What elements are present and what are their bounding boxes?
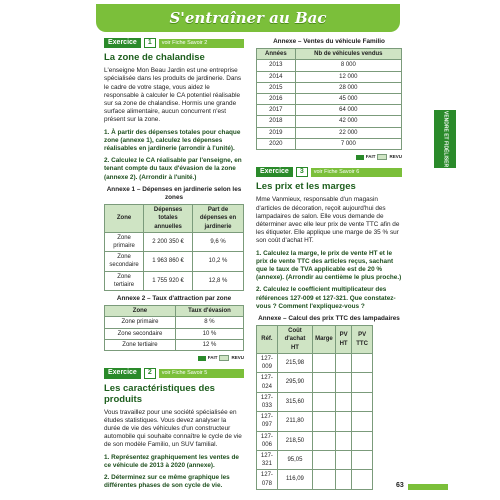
table-header: Coût d'achat HT	[277, 326, 312, 354]
table-cell	[313, 431, 336, 450]
question-1: 1. À partir des dépenses totales pour chaque zone (annexe 1), calculez les dépenses réalisables en jardinerie (arrondir à l'unité).	[104, 128, 241, 153]
revu-checkbox[interactable]	[219, 355, 229, 361]
question-2: 2. Déterminez sur ce même graphique les différentes phases de son cycle de vie.	[104, 473, 230, 490]
table-cell: 9,6 %	[192, 232, 243, 251]
table-cell: 2015	[257, 82, 296, 93]
table-cell	[335, 470, 352, 489]
table-cell: 127-009	[257, 353, 278, 372]
table-cell	[352, 373, 372, 392]
table-cell: Zone tertiaire	[105, 271, 144, 290]
annex2-caption: Annexe 2 – Taux d'attraction par zone	[116, 295, 232, 303]
table-row	[257, 450, 373, 469]
annex2-table	[104, 305, 244, 351]
table-header: Marge	[313, 326, 336, 354]
table-cell: 12 %	[175, 339, 243, 350]
page-number-bar	[408, 484, 448, 490]
table-cell: 2 200 350 €	[144, 232, 193, 251]
table-cell: 10,2 %	[192, 252, 243, 271]
table-row	[257, 353, 373, 372]
table-cell	[335, 412, 352, 431]
table-cell: 127-097	[257, 412, 278, 431]
right-column	[256, 34, 402, 490]
table-cell: 215,98	[277, 353, 312, 372]
table-cell	[352, 450, 372, 469]
table-cell	[335, 392, 352, 411]
table-cell: Zone primaire	[105, 317, 176, 328]
table-cell: 10 %	[175, 328, 243, 339]
table-cell: 127-033	[257, 392, 278, 411]
table-row	[257, 392, 373, 411]
table-row	[105, 328, 244, 339]
table-cell: 8 000	[295, 60, 401, 71]
table-cell: 42 000	[295, 116, 401, 127]
annex-prices-caption: Annexe – Calcul des prix TTC des lampadaires	[258, 315, 400, 323]
table-cell: 45 000	[295, 94, 401, 105]
table-cell: 22 000	[295, 127, 401, 138]
table-cell	[352, 470, 372, 489]
fait-revu-row	[256, 153, 402, 161]
table-cell	[352, 392, 372, 411]
table-header: Années	[257, 49, 296, 60]
table-cell	[313, 353, 336, 372]
table-row	[105, 271, 244, 290]
exercise-3-header	[256, 167, 402, 177]
table-header: Taux d'évasion	[175, 306, 243, 317]
annex1-caption: Annexe 1 – Dépenses en jardinerie selon les zones	[106, 185, 242, 202]
table-row	[257, 82, 402, 93]
revu-checkbox[interactable]	[377, 154, 387, 160]
table-cell	[313, 412, 336, 431]
table-row	[105, 339, 244, 350]
exercise-intro: Mme Vanmieux, responsable d'un magasin d'articles de décoration, reçoit aujourd'hui des lampadaires de salon. Elle vous demande de déterminer avec elle leur prix de vente TTC afin de les étiqueter. Elle applique une marge de 35 % sur son coût d'achat HT.	[256, 196, 400, 245]
table-cell: 12,8 %	[192, 271, 243, 290]
revu-label: REVU	[389, 154, 402, 160]
table-header: PV TTC	[352, 326, 372, 354]
fait-checkbox[interactable]	[356, 155, 364, 160]
table-cell	[313, 450, 336, 469]
table-header: Réf.	[257, 326, 278, 354]
table-cell: 127-321	[257, 450, 278, 469]
fait-label: FAIT	[365, 154, 376, 160]
table-cell	[335, 450, 352, 469]
exercise-number: 3	[296, 167, 308, 177]
exercise-ref-bar	[311, 168, 402, 177]
exercise-ref: voir Fiche Savoir 2	[161, 39, 208, 46]
table-cell	[335, 373, 352, 392]
table-cell: 2017	[257, 105, 296, 116]
fait-revu-row	[104, 354, 244, 362]
page-number: 63	[396, 482, 404, 489]
table-cell: 211,80	[277, 412, 312, 431]
exercise-number: 2	[144, 368, 156, 378]
table-cell: Zone secondaire	[105, 252, 144, 271]
table-row	[257, 60, 402, 71]
table-cell: 127-006	[257, 431, 278, 450]
page-banner: S'entraîner au Bac	[96, 4, 400, 32]
table-cell	[352, 353, 372, 372]
exercise-ref: voir Fiche Savoir 6	[313, 169, 360, 176]
table-row	[257, 127, 402, 138]
exercise-2-header	[104, 368, 244, 378]
table-row	[257, 105, 402, 116]
table-cell: 2013	[257, 60, 296, 71]
question-1: 1. Calculez la marge, le prix de vente HT et le prix de vente TTC des articles reçus, sachant que le taux de TVA applicable est de 20 % (annexe). (Arrondir au centième le plus proche.)	[256, 249, 402, 282]
table-row	[105, 252, 244, 271]
exercise-label: Exercice	[256, 167, 293, 177]
exercise-ref: voir Fiche Savoir 5	[161, 370, 208, 377]
table-row	[257, 373, 373, 392]
side-tab: VENDRE ET FIDÉLISER	[434, 110, 456, 168]
table-row	[257, 470, 373, 489]
exercise-number: 1	[144, 38, 156, 48]
exercise-ref-bar	[159, 369, 244, 378]
table-header: PV HT	[335, 326, 352, 354]
table-header: Zone	[105, 306, 176, 317]
table-cell	[313, 470, 336, 489]
left-column	[104, 38, 244, 494]
annex-sales-caption: Annexe – Ventes du véhicule Familio	[273, 38, 385, 45]
table-cell	[352, 431, 372, 450]
table-cell: 2019	[257, 127, 296, 138]
annex1-table	[104, 204, 244, 291]
exercise-label: Exercice	[104, 38, 141, 48]
table-cell: 295,90	[277, 373, 312, 392]
table-cell: 2020	[257, 138, 296, 149]
revu-label: REVU	[231, 355, 244, 361]
table-cell: 127-024	[257, 373, 278, 392]
table-row	[257, 94, 402, 105]
table-cell: 2018	[257, 116, 296, 127]
question-2: 2. Calculez le CA réalisable par l'enseigne, en tenant compte du taux d'évasion de la zone (annexe 2). (Arrondir à l'unité.)	[104, 157, 242, 181]
table-row	[105, 317, 244, 328]
table-row	[257, 116, 402, 127]
table-row	[257, 71, 402, 82]
table-header: Zone	[105, 205, 144, 233]
exercise-ref-bar	[159, 39, 244, 48]
exercise-title: Les prix et les marges	[256, 181, 356, 193]
exercise-label: Exercice	[104, 368, 141, 378]
table-row	[257, 412, 373, 431]
table-cell: 95,05	[277, 450, 312, 469]
table-cell: 8 %	[175, 317, 243, 328]
question-1: 1. Représentez graphiquement les ventes de ce véhicule de 2013 à 2020 (annexe).	[104, 453, 239, 469]
table-cell: 218,50	[277, 431, 312, 450]
table-cell: 28 000	[295, 82, 401, 93]
annex-sales-table	[256, 48, 402, 150]
table-cell	[335, 431, 352, 450]
exercise-intro: Vous travaillez pour une société spécialisée en études statistiques. Vous devez analyser la durée de vie des véhicules d'un constructeur automobile qui souhaite connaître le cycle de vie de son modèle Familio, un SUV familial.	[104, 408, 242, 449]
exercise-1-header	[104, 38, 244, 48]
annex-prices-table	[256, 325, 373, 489]
table-cell: 315,60	[277, 392, 312, 411]
table-cell	[352, 412, 372, 431]
table-cell: 2016	[257, 94, 296, 105]
question-2: 2. Calculez le coefficient multiplicateur des références 127-009 et 127-321. Que constatez-vous ? Comment l'expliquez-vous ?	[256, 286, 396, 310]
table-cell: Zone secondaire	[105, 328, 176, 339]
table-cell: 7 000	[295, 138, 401, 149]
fait-checkbox[interactable]	[198, 356, 206, 361]
table-cell: 1 963 860 €	[144, 252, 193, 271]
table-cell	[335, 353, 352, 372]
table-cell: Zone tertiaire	[105, 339, 176, 350]
fait-label: FAIT	[207, 355, 218, 361]
table-cell: 64 000	[295, 105, 401, 116]
table-header: Nb de véhicules vendus	[295, 49, 401, 60]
table-cell: 116,09	[277, 470, 312, 489]
table-cell: 12 000	[295, 71, 401, 82]
exercise-intro: L'enseigne Mon Beau Jardin est une entreprise spécialisée dans les produits de jardinerie. Dans le cadre de votre stage, vous aidez le responsable à calculer le CA potentiel réalisable sur sa zone de chalandise. Hormis une grande surface alimentaire, aucun concurrent n'est présent sur la zone.	[104, 67, 242, 124]
table-cell	[313, 373, 336, 392]
table-cell: 127-078	[257, 470, 278, 489]
table-cell: Zone primaire	[105, 232, 144, 251]
table-row	[257, 138, 402, 149]
table-cell: 1 755 920 €	[144, 271, 193, 290]
table-row	[105, 232, 244, 251]
table-header: Dépenses totales annuelles	[144, 205, 193, 233]
exercise-title: Les caractéristiques des produits	[104, 382, 215, 405]
table-cell	[313, 392, 336, 411]
table-cell: 2014	[257, 71, 296, 82]
table-header: Part de dépenses en jardinerie	[192, 205, 243, 233]
table-row	[257, 431, 373, 450]
exercise-title: La zone de chalandise	[104, 52, 205, 64]
